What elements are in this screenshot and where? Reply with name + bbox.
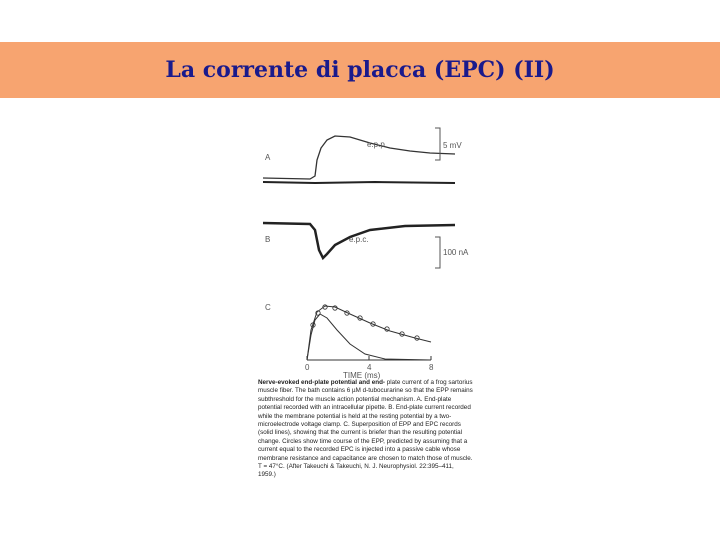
panel-c-label: C	[265, 303, 271, 312]
scale-bar-b	[435, 237, 440, 268]
epc-label: e.p.c.	[349, 235, 369, 244]
panel-b-label: B	[265, 235, 271, 244]
scale-bar-a	[435, 128, 440, 160]
panel-a-label: A	[265, 153, 271, 162]
epp-label: e.p.p.	[367, 140, 388, 149]
x-axis-label: TIME (ms)	[343, 371, 381, 380]
caption-lead: Nerve-evoked end-plate potential and end-	[258, 379, 386, 386]
figure-caption	[258, 379, 473, 480]
scale-b: 100 nA	[443, 248, 469, 257]
epp-trace	[263, 136, 455, 179]
baseline-a	[263, 182, 455, 183]
caption-body: plate current of a frog sartorius muscle fiber. The bath contains 6 µM d-tubocurarine so that the EPP remains subthreshold for the muscle action potential mechanism. A. End-plate potential recorded with an intracellular pipette. B. End-plate current recorded while the membrane potential is held at the resting potential by a two-microelectrode voltage clamp. C. Superposition of EPP and EPC records (solid lines), showing that the current is briefer than the resulting potential change. Circles show time course of the EPP, predicted by assuming that a current equal to the recorded EPC is injected into a passive cable whose membrane resistance and capacitance are chosen to match those of muscle. T = 47°C. (After Takeuchi & Takeuchi, N. J. Neurophysiol. 22:395–411, 1959.)	[258, 379, 473, 479]
x-tick-0: 0	[305, 363, 310, 372]
epp-curve-c	[307, 306, 431, 360]
x-tick-4: 4	[367, 363, 372, 372]
x-tick-8: 8	[429, 363, 434, 372]
slide-title: La corrente di placca (EPC) (II)	[165, 57, 555, 83]
scale-a: 5 mV	[443, 141, 462, 150]
